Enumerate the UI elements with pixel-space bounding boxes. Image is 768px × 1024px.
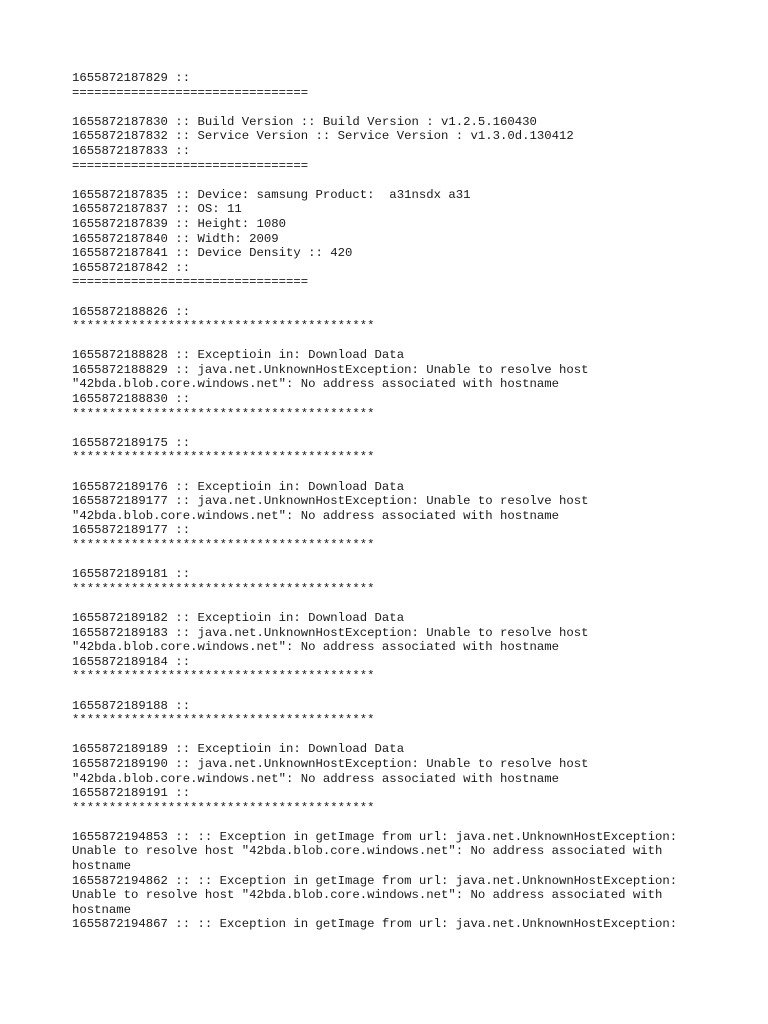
log-line: "42bda.blob.core.windows.net": No address associated with hostname	[72, 771, 560, 786]
blank-line	[72, 553, 732, 568]
blank-line	[72, 421, 732, 436]
log-line: 1655872194867 :: :: Exception in getImage from url: java.net.UnknownHostException:	[72, 917, 678, 932]
log-line: "42bda.blob.core.windows.net": No address associated with hostname	[72, 377, 560, 392]
log-line: ================================	[72, 85, 309, 100]
log-line: *****************************************	[72, 800, 375, 815]
blank-line	[72, 334, 732, 349]
log-line: 1655872189183 :: java.net.UnknownHostException: Unable to resolve host	[72, 625, 589, 640]
log-line: 1655872187842 ::	[72, 260, 191, 275]
log-line: ================================	[72, 275, 309, 290]
log-line: *****************************************	[72, 406, 375, 421]
log-line: *****************************************	[72, 581, 375, 596]
log-line: *****************************************	[72, 450, 375, 465]
blank-line	[72, 684, 732, 699]
blank-line	[72, 100, 732, 115]
log-line: 1655872188829 :: java.net.UnknownHostException: Unable to resolve host	[72, 362, 589, 377]
log-line: 1655872187837 :: OS: 11	[72, 202, 242, 217]
log-line: 1655872194853 :: :: Exception in getImage from url: java.net.UnknownHostException:	[72, 829, 678, 844]
log-line: 1655872187832 :: Service Version :: Service Version : v1.3.0d.130412	[72, 129, 574, 144]
log-line: 1655872187840 :: Width: 2009	[72, 231, 279, 246]
log-line: 1655872189181 ::	[72, 567, 191, 582]
log-text	[72, 71, 732, 932]
log-line: 1655872194862 :: :: Exception in getImage from url: java.net.UnknownHostException:	[72, 873, 678, 888]
log-line: 1655872187830 :: Build Version :: Build Version : v1.2.5.160430	[72, 114, 537, 129]
log-line: 1655872189177 ::	[72, 523, 191, 538]
log-line: *****************************************	[72, 538, 375, 552]
log-line: 1655872189188 ::	[72, 698, 191, 713]
blank-line	[72, 728, 732, 743]
log-line: hostname	[72, 859, 132, 874]
log-line: 1655872189189 :: Exceptioin in: Download Data	[72, 742, 405, 757]
log-line: 1655872187839 :: Height: 1080	[72, 216, 287, 231]
log-line: "42bda.blob.core.windows.net": No address associated with hostname	[72, 508, 560, 523]
log-line: *****************************************	[72, 713, 375, 728]
log-line: 1655872189184 ::	[72, 654, 191, 669]
log-line: *****************************************	[72, 669, 375, 684]
log-line: 1655872187829 ::	[72, 71, 191, 85]
log-line: 1655872189177 :: java.net.UnknownHostException: Unable to resolve host	[72, 494, 589, 509]
blank-line	[72, 465, 732, 480]
log-line: "42bda.blob.core.windows.net": No address associated with hostname	[72, 640, 560, 655]
log-line: 1655872189176 :: Exceptioin in: Download Data	[72, 479, 405, 494]
log-line: 1655872189182 :: Exceptioin in: Download Data	[72, 610, 405, 625]
log-line: 1655872188830 ::	[72, 392, 191, 407]
log-line: *****************************************	[72, 319, 375, 334]
log-line: Unable to resolve host "42bda.blob.core.windows.net": No address associated with	[72, 844, 663, 859]
blank-line	[72, 596, 732, 611]
log-line: 1655872188828 :: Exceptioin in: Download Data	[72, 348, 405, 363]
blank-line	[72, 290, 732, 305]
log-line: 1655872189175 ::	[72, 435, 191, 450]
log-line: ================================	[72, 158, 309, 173]
log-line: Unable to resolve host "42bda.blob.core.windows.net": No address associated with	[72, 888, 663, 903]
log-line: 1655872188826 ::	[72, 304, 191, 319]
log-line: 1655872187835 :: Device: samsung Product: a31nsdx a31	[72, 187, 471, 202]
log-line: 1655872189190 :: java.net.UnknownHostException: Unable to resolve host	[72, 756, 589, 771]
log-line: hostname	[72, 902, 132, 917]
blank-line	[72, 173, 732, 188]
log-line: 1655872189191 ::	[72, 786, 191, 801]
log-line: 1655872187833 ::	[72, 143, 191, 158]
blank-line	[72, 815, 732, 830]
log-line: 1655872187841 :: Device Density :: 420	[72, 246, 353, 261]
